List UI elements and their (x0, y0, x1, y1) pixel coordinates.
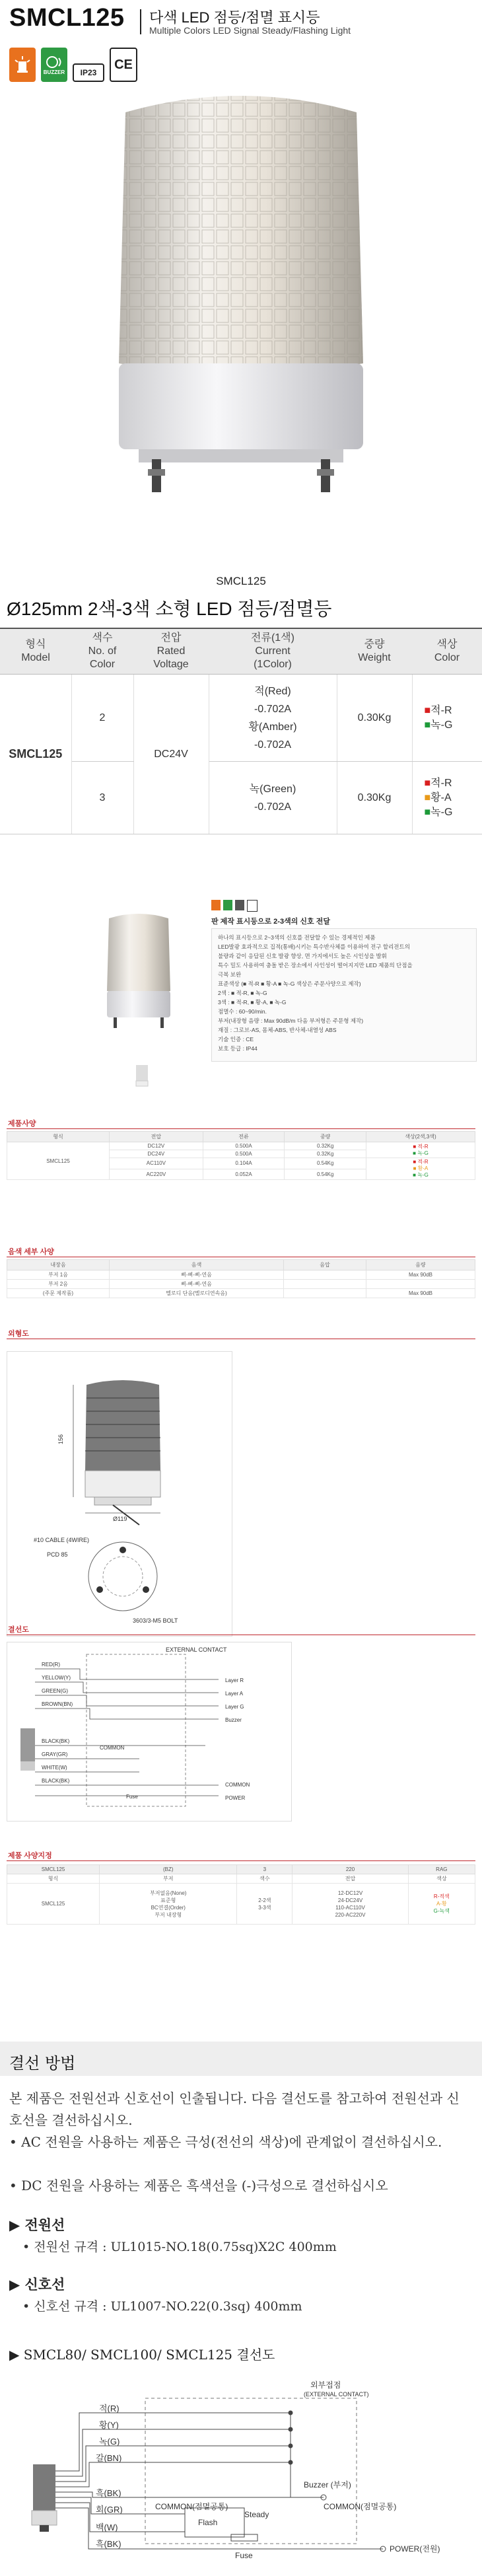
power-label: POWER (225, 1795, 246, 1801)
table-row (7, 1270, 475, 1280)
list-item: 재질 : 그로브-AS, 몸체-ABS, 반사체-내열성 ABS (218, 1027, 337, 1033)
certification-badges (9, 48, 137, 82)
col-header: 음압 (284, 1260, 366, 1270)
header-colors: 색수 No. of Color (71, 628, 133, 675)
table-row (7, 1289, 475, 1298)
spec-table (0, 628, 482, 834)
wire-label-black: 흑(BK) (96, 2488, 121, 2498)
header-current: 전류(1색) Current (1Color) (209, 628, 337, 675)
common-label: COMMON (100, 1745, 125, 1751)
table-cell: 0.54Kg (285, 1169, 366, 1180)
list-item: 극복 보완 (218, 971, 242, 978)
color-item: ■적-R (424, 777, 452, 789)
steady-label: Steady (244, 2510, 269, 2519)
weight-cell: 0.30Kg (337, 675, 412, 762)
color-item: ■녹-G (424, 806, 453, 818)
list-item: 2색 : ■ 적-R, ■ 녹-G (218, 990, 267, 996)
catalog-order-table (7, 1864, 475, 1925)
current-line: 녹(Green) (249, 783, 296, 795)
table-cell: 2-2색 3-3색 (237, 1884, 293, 1925)
model-cell: SMCL125 (7, 1884, 100, 1925)
catalog-section-buzzer: 음색 세부 사양 (8, 1248, 54, 1256)
table-cell: DC24V (110, 1150, 203, 1158)
color-item: ■황-A (424, 791, 452, 803)
header-voltage: 전압 Rated Voltage (133, 628, 209, 675)
current-line: 적(Red) (254, 685, 291, 697)
table-cell: 0.052A (203, 1169, 285, 1180)
color-cell (412, 762, 482, 834)
signal-wire-heading: ▶ 신호선 (9, 2276, 65, 2293)
table-cell (284, 1270, 366, 1280)
title-korean: 다색 LED 점등/점멸 표시등 (149, 9, 320, 26)
col-header: 전류 (203, 1132, 285, 1142)
list-item: 보호 등급 : IP44 (218, 1045, 258, 1052)
current-cell (209, 762, 337, 834)
current-line: -0.702A (254, 739, 292, 751)
list-item: 불량과 같이 응답된 신호 발광 향상, 면 가지에서도 높은 시인성을 발휘 (218, 953, 387, 959)
catalog-intro: 판 제작 표시등으로 2-3색의 신호 전달 (211, 918, 330, 926)
wire-label: BLACK(BK) (42, 1778, 70, 1784)
table-cell (284, 1280, 366, 1289)
list-item: 특수 밀도 사용하여 충돌 받은 장소에서 사인성이 떨어지지만 LED 제품의 단점을 (218, 962, 413, 969)
table-cell: R-적색 A-황 G-녹색 (408, 1884, 475, 1925)
current-line: 황(Amber) (248, 721, 297, 733)
wire-label-gray: 회(GR) (96, 2505, 123, 2515)
table-cell (284, 1289, 366, 1298)
table-cell: (주문 제작품) (7, 1289, 110, 1298)
product-caption: SMCL125 (216, 575, 266, 587)
catalog-buzzer-table (7, 1259, 475, 1298)
col-header: 형식 (7, 1132, 110, 1142)
wire-label-brown: 갈(BN) (96, 2453, 122, 2463)
wire-label-white: 백(W) (96, 2522, 118, 2532)
list-item: LED발광 효과적으로 집적(통배)시키는 특수반사체를 이용하여 전구 할리전트의 (218, 943, 410, 950)
lamp-icon (9, 48, 36, 82)
buzzer-label: Buzzer (부저) (304, 2480, 351, 2489)
spec-section-title: Ø125mm 2색-3색 소형 LED 점등/점멸등 (7, 599, 332, 619)
catalog-thumbnail-image (132, 1064, 152, 1090)
common-out-label: COMMON(점멸공통) (324, 2502, 397, 2511)
table-cell: AC220V (110, 1169, 203, 1180)
color-cell: ■ 적-R ■ 녹-G (366, 1142, 475, 1158)
col-header: SMCL125 (7, 1865, 100, 1874)
common-in-label: COMMON(점멸공통) (155, 2502, 228, 2511)
model-cell: SMCL125 (0, 675, 71, 834)
power-label: POWER(전원) (390, 2544, 440, 2554)
table-row (0, 675, 482, 762)
table-cell: 삐-삐-삐-연음 (110, 1280, 284, 1289)
catalog-section-wiring: 결선도 (8, 1626, 29, 1634)
list-item: 표준색상 (■ 적-R ■ 황-A ■ 녹-G 색상은 주문사양으로 제작) (218, 980, 361, 987)
col-header: 220 (293, 1865, 408, 1874)
wiring-diagram-title: ▶ SMCL80/ SMCL100/ SMCL125 결선도 (9, 2347, 275, 2363)
table-cell: 0.500A (203, 1150, 285, 1158)
catalog-section-dimension: 외형도 (8, 1330, 29, 1338)
signal-wire-spec: • 신호선 규격 : UL1007-NO.22(0.3sq) 400mm (22, 2299, 302, 2314)
color-item: ■적-R (424, 704, 452, 716)
current-line: -0.702A (254, 703, 292, 715)
list-item: 3색 : ■ 적-R, ■ 황-A, ■ 녹-G (218, 999, 287, 1006)
ext-contact-label: 외부접점 (310, 2380, 341, 2390)
table-cell: DC12V (110, 1142, 203, 1150)
power-wire-spec: • 전원선 규격 : UL1015-NO.18(0.75sq)X2C 400mm (22, 2240, 337, 2254)
table-cell: 멜로디 단음(멜로디연속음) (110, 1289, 284, 1298)
current-cell (209, 675, 337, 762)
table-cell: 형식 (7, 1874, 100, 1884)
buzzer-label: Buzzer (225, 1717, 242, 1723)
lamp-product-image (99, 86, 383, 496)
connection-title: 결선 방법 (9, 2054, 76, 2073)
table-cell: 0.54Kg (285, 1158, 366, 1169)
ext-contact-label-en: (EXTERNAL CONTACT) (304, 2391, 369, 2398)
wiring-diagram (13, 2378, 475, 2570)
cable-label: #10 CABLE (4WIRE) (34, 1537, 90, 1543)
weight-cell: 0.30Kg (337, 762, 412, 834)
ce-icon (247, 900, 258, 912)
wire-label: WHITE(W) (42, 1765, 67, 1771)
fuse-label: Fuse (235, 2551, 253, 2560)
header-weight: 중량 Weight (337, 628, 412, 675)
pcd-label: PCD 85 (47, 1551, 68, 1558)
section-divider (7, 1860, 475, 1861)
table-cell: 색수 (237, 1874, 293, 1884)
catalog-spec-table (7, 1131, 475, 1180)
header-model: 형식 Model (0, 628, 71, 675)
wire-label: BROWN(BN) (42, 1701, 73, 1707)
table-row (7, 1280, 475, 1289)
current-line: -0.702A (254, 801, 292, 813)
title-divider (140, 9, 141, 34)
table-cell (366, 1280, 475, 1289)
table-cell: 부저 (100, 1874, 237, 1884)
col-header: 내장음 (7, 1260, 110, 1270)
col-header: 전압 (110, 1132, 203, 1142)
buzzer-icon (223, 900, 232, 910)
table-cell: 전압 (293, 1874, 408, 1884)
table-cell: 0.104A (203, 1158, 285, 1169)
color-cell (412, 675, 482, 762)
wire-label-red: 적(R) (99, 2404, 120, 2413)
catalog-lamp-image (99, 912, 178, 1031)
layer-label: Layer A (225, 1691, 244, 1697)
section-divider (7, 1128, 475, 1129)
col-header: 음색 (110, 1260, 284, 1270)
bolt-label: 3603/3-M5 BOLT (133, 1617, 178, 1624)
connection-bullet-dc: • DC 전원을 사용하는 제품은 흑색선을 (-)극성으로 결선하십시오 (9, 2178, 388, 2193)
ip-icon (235, 900, 244, 910)
common-label: COMMON (225, 1782, 250, 1788)
buzzer-label: BUZZER (43, 69, 65, 75)
buzzer-icon (41, 48, 67, 82)
wire-label: BLACK(BK) (42, 1738, 70, 1744)
table-cell: 색상 (408, 1874, 475, 1884)
colors-cell: 2 (71, 675, 133, 762)
table-cell: 0.32Kg (285, 1150, 366, 1158)
catalog-feature-list (218, 933, 469, 1053)
catalog-section-order: 제품 사양지정 (8, 1852, 52, 1860)
catalog-icons (211, 900, 258, 912)
col-header: (BZ) (100, 1865, 237, 1874)
table-row (7, 1142, 475, 1150)
list-item: 기술 인증 : CE (218, 1036, 254, 1043)
catalog-section-spec: 제품사양 (8, 1120, 36, 1128)
ip-rating-badge: IP23 (73, 63, 104, 82)
connection-paragraph: 본 제품은 전원선과 신호선이 인출됩니다. 다음 결선도를 참고하여 전원선과 신호선을 결선하십시오. (9, 2090, 460, 2128)
wire-label: GRAY(GR) (42, 1751, 68, 1757)
table-cell: 부저 2음 (7, 1280, 110, 1289)
wire-label: YELLOW(Y) (42, 1675, 71, 1681)
table-row (0, 762, 482, 834)
table-cell: 12-DC12V 24-DC24V 110-AC110V 220-AC220V (293, 1884, 408, 1925)
model-title: SMCL125 (9, 4, 125, 32)
layer-label: Layer R (225, 1677, 244, 1683)
list-item: 부저(내장형 음량 : Max 90dB/m 다옴 부저형은 주문형 제작) (218, 1017, 364, 1024)
wire-label-black-2: 흑(BK) (96, 2539, 121, 2549)
ext-contact-label: EXTERNAL CONTACT (166, 1646, 227, 1653)
ce-mark-icon: CE (110, 48, 137, 82)
dimension-drawing (7, 1351, 232, 1637)
voltage-cell: DC24V (133, 675, 209, 834)
lamp-icon (211, 900, 221, 910)
wire-label-yellow: 황(Y) (99, 2420, 119, 2430)
fuse-label: Fuse (126, 1794, 138, 1800)
table-cell: 삐-삐-삐-연음 (110, 1270, 284, 1280)
table-cell: AC110V (110, 1158, 203, 1169)
connection-bullet-ac: • AC 전원을 사용하는 제품은 극성(전선의 색상)에 관계없이 결선하십시오. (9, 2134, 442, 2150)
catalog-wiring-diagram (7, 1642, 292, 1822)
col-header: 색상(2색,3색) (366, 1132, 475, 1142)
table-cell: 0.500A (203, 1142, 285, 1150)
header-color: 색상 Color (412, 628, 482, 675)
layer-label: Layer G (225, 1704, 244, 1710)
col-header: 음량 (366, 1260, 475, 1270)
list-item: 점멸수 : 60~90/min. (218, 1008, 267, 1015)
col-header: 중량 (285, 1132, 366, 1142)
wire-label-green: 녹(G) (99, 2437, 120, 2447)
height-label: 156 (57, 1434, 64, 1444)
colors-cell: 3 (71, 762, 133, 834)
table-cell: 부저 1음 (7, 1270, 110, 1280)
table-cell: Max 90dB (366, 1289, 475, 1298)
table-cell: 0.32Kg (285, 1142, 366, 1150)
table-cell: Max 90dB (366, 1270, 475, 1280)
col-header: 3 (237, 1865, 293, 1874)
table-cell: 부저없음(None) 표준형 BC연결(Order) 부저 내장형 (100, 1884, 237, 1925)
col-header: RAG (408, 1865, 475, 1874)
wire-label: GREEN(G) (42, 1688, 68, 1694)
list-item: 하나의 표시등으로 2~3색의 신호를 전달할 수 있는 경제적인 제품 (218, 934, 376, 941)
flash-label: Flash (198, 2518, 218, 2527)
wire-label: RED(R) (42, 1662, 60, 1668)
diameter-label: Ø119 (113, 1516, 127, 1522)
model-cell: SMCL125 (7, 1142, 110, 1180)
title-english: Multiple Colors LED Signal Steady/Flashing Light (149, 25, 351, 36)
color-cell: ■ 적-R ■ 황-A ■ 녹-G (366, 1158, 475, 1180)
power-wire-heading: ▶ 전원선 (9, 2217, 65, 2233)
color-item: ■녹-G (424, 719, 453, 731)
